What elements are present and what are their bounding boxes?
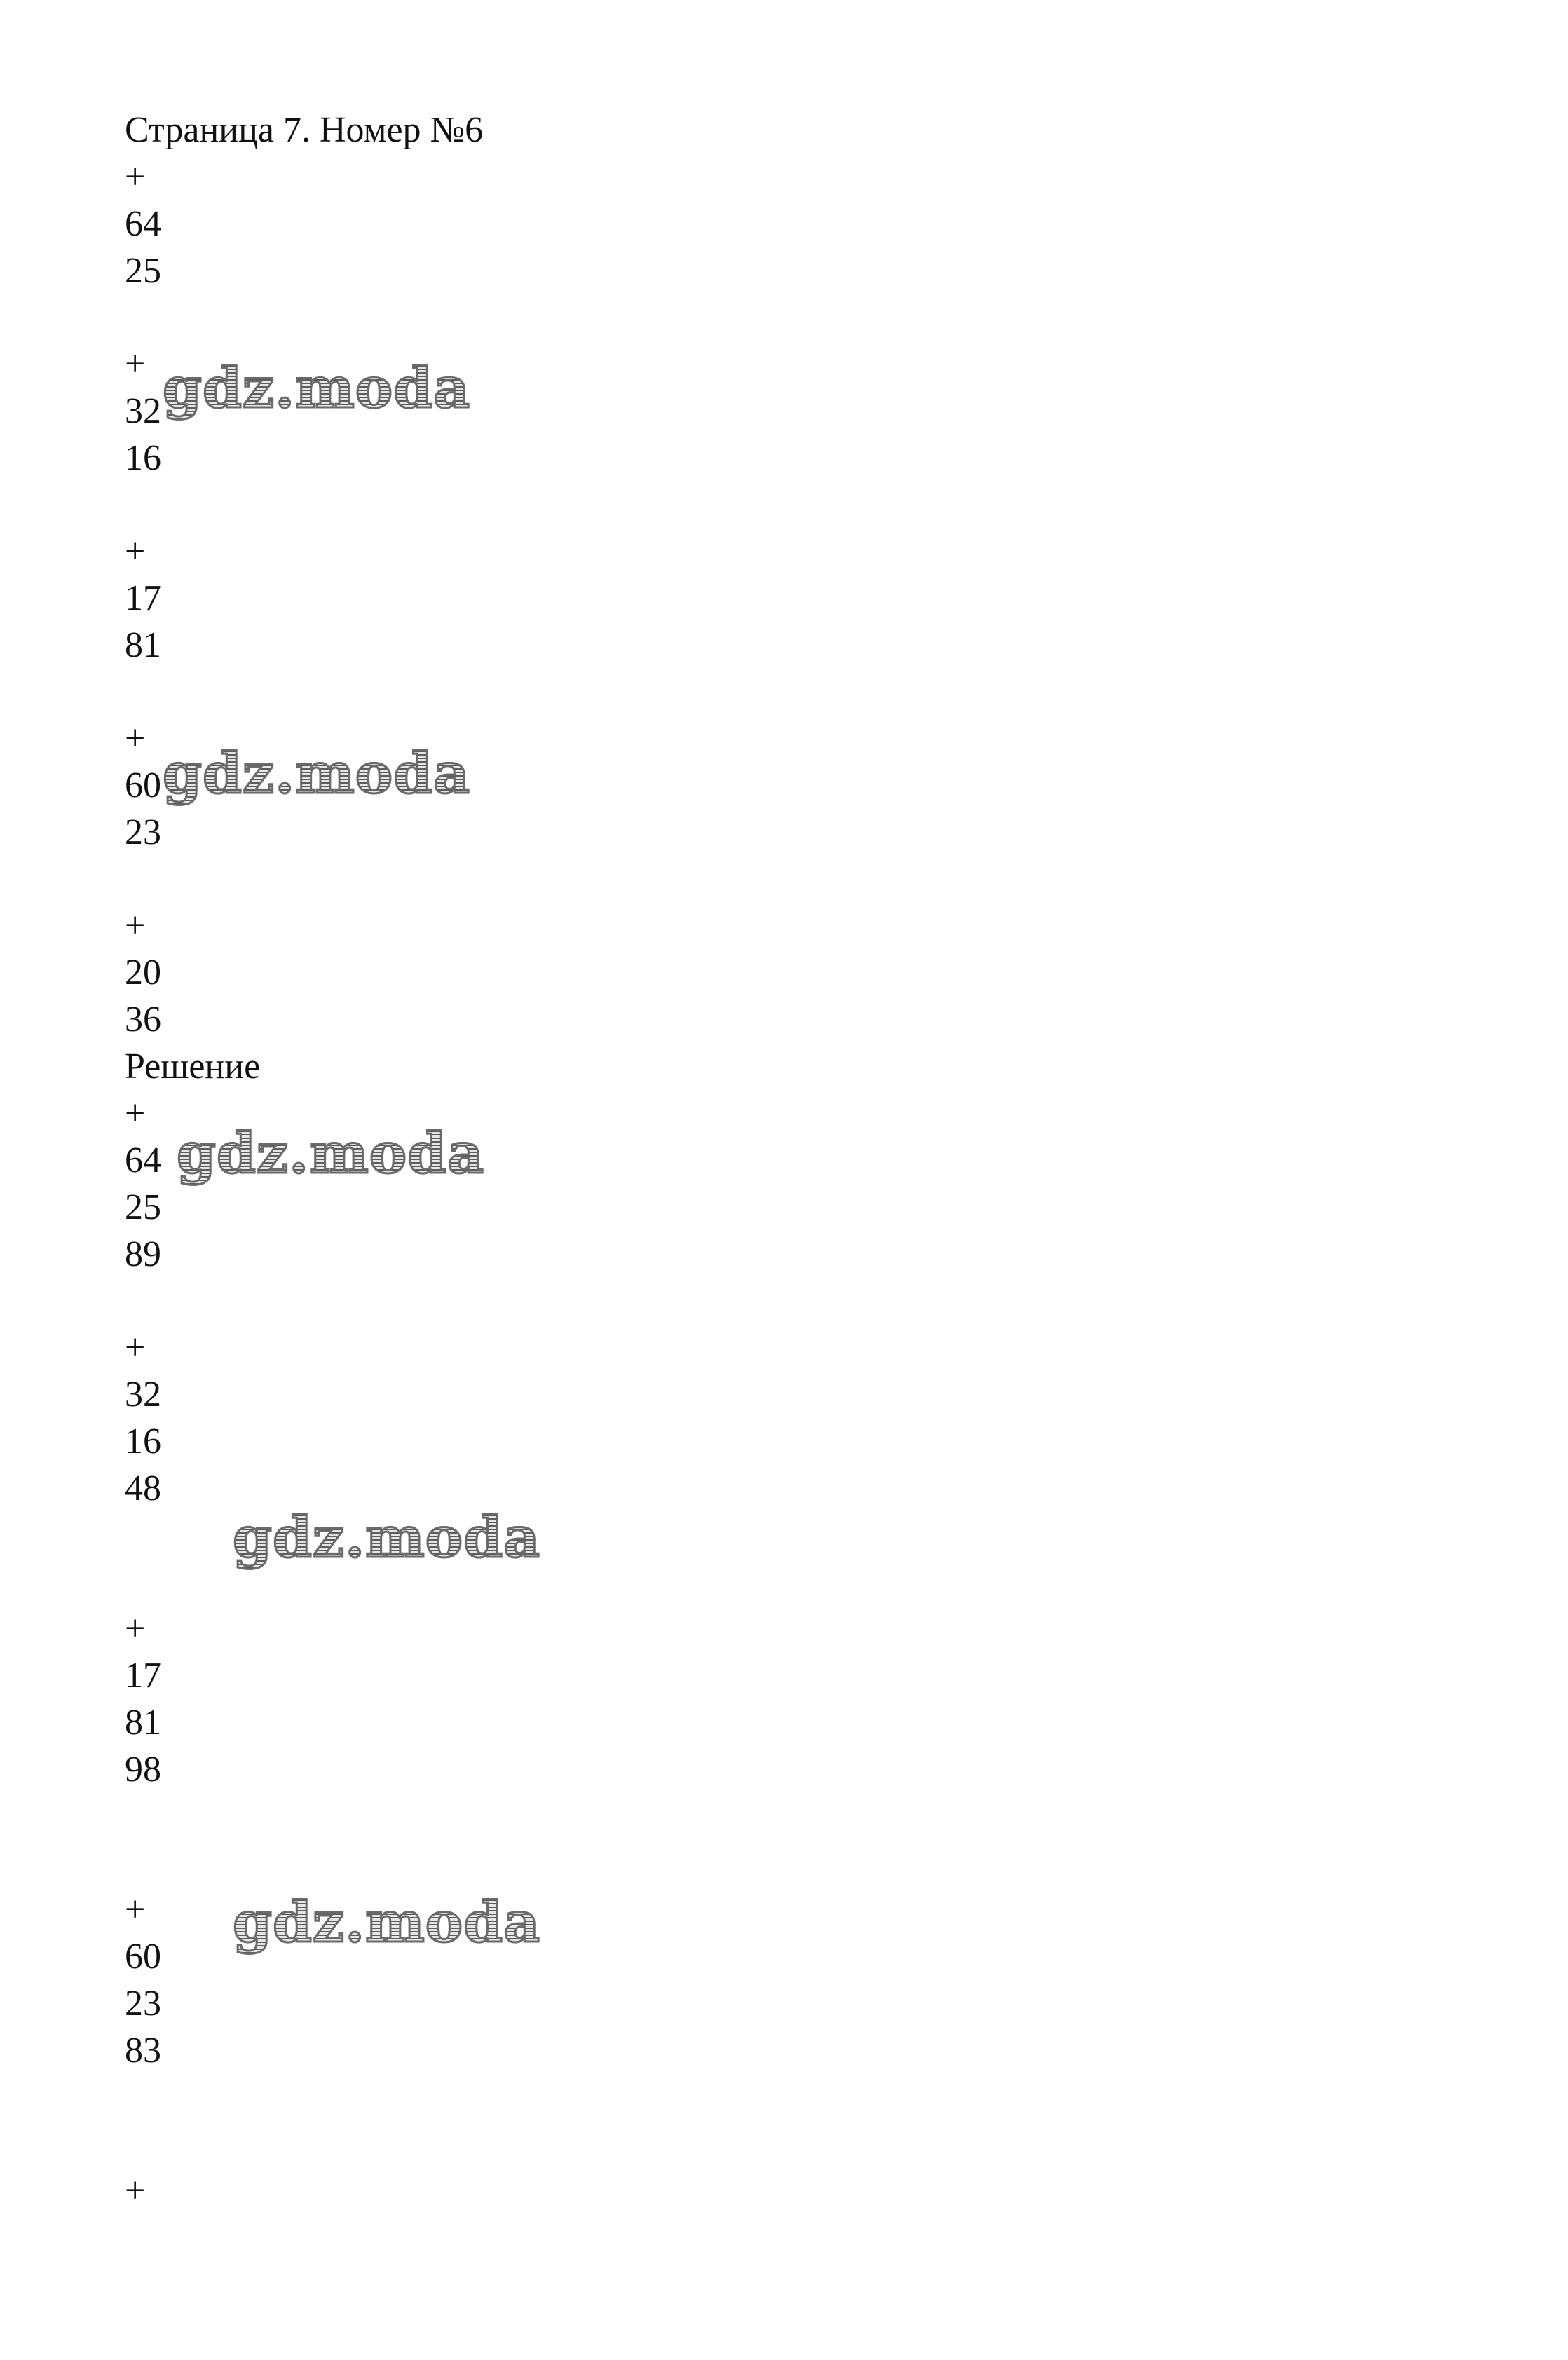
solution-5-operator: + bbox=[125, 2171, 146, 2211]
solution-2-addend-a: 32 bbox=[125, 1375, 161, 1414]
task-1-addend-a: 64 bbox=[125, 204, 161, 244]
watermark-logo: gdz.moda bbox=[233, 1889, 540, 1955]
solution-3-sum: 98 bbox=[125, 1749, 161, 1789]
task-2-operator: + bbox=[125, 344, 146, 384]
solution-1-operator: + bbox=[125, 1093, 146, 1133]
task-4-operator: + bbox=[125, 718, 146, 758]
solution-2-sum: 48 bbox=[125, 1468, 161, 1508]
page-title: Страница 7. Номер №6 bbox=[125, 110, 484, 150]
task-5-addend-b: 36 bbox=[125, 1000, 161, 1039]
solution-2-operator: + bbox=[125, 1328, 146, 1367]
solution-1-sum: 89 bbox=[125, 1234, 161, 1274]
solution-4-addend-a: 60 bbox=[125, 1937, 161, 1977]
solution-3-operator: + bbox=[125, 1609, 146, 1649]
task-5-addend-a: 20 bbox=[125, 953, 161, 993]
solution-1-addend-a: 64 bbox=[125, 1140, 161, 1180]
task-2-addend-b: 16 bbox=[125, 438, 161, 478]
solution-3-addend-a: 17 bbox=[125, 1656, 161, 1696]
task-4-addend-b: 23 bbox=[125, 812, 161, 852]
task-2-addend-a: 32 bbox=[125, 391, 161, 431]
solution-4-sum: 83 bbox=[125, 2031, 161, 2071]
solution-heading: Решение bbox=[125, 1046, 261, 1086]
task-1-operator: + bbox=[125, 157, 146, 197]
task-1-addend-b: 25 bbox=[125, 251, 161, 291]
watermark-logo: gdz.moda bbox=[163, 355, 470, 421]
watermark-logo: gdz.moda bbox=[177, 1120, 484, 1186]
solution-4-operator: + bbox=[125, 1890, 146, 1930]
solution-1-addend-b: 25 bbox=[125, 1187, 161, 1227]
task-3-operator: + bbox=[125, 531, 146, 571]
task-4-addend-a: 60 bbox=[125, 765, 161, 805]
task-5-operator: + bbox=[125, 906, 146, 946]
solution-2-addend-b: 16 bbox=[125, 1421, 161, 1461]
task-3-addend-a: 17 bbox=[125, 578, 161, 618]
solution-4-addend-b: 23 bbox=[125, 1984, 161, 2024]
task-3-addend-b: 81 bbox=[125, 625, 161, 665]
watermark-logo: gdz.moda bbox=[233, 1504, 540, 1570]
solution-3-addend-b: 81 bbox=[125, 1703, 161, 1742]
watermark-logo: gdz.moda bbox=[163, 740, 470, 806]
